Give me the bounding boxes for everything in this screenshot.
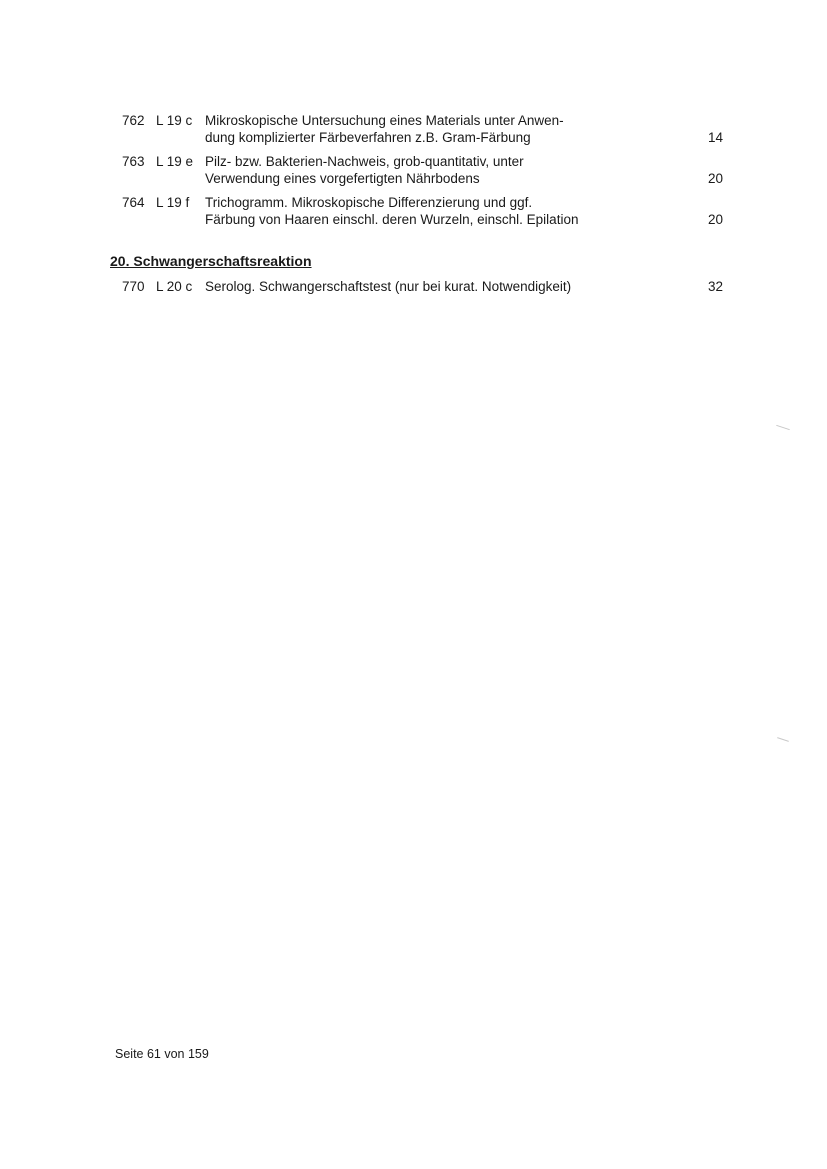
scan-speck — [776, 425, 790, 430]
entry-points: 32 — [707, 279, 723, 294]
entry-number: 764 — [122, 195, 145, 210]
entry-description-line1: Trichogramm. Mikroskopische Differenzierung und ggf. — [205, 195, 533, 210]
entry-code: L 19 c — [156, 113, 193, 128]
entry-code: L 19 f — [156, 195, 190, 210]
entry-number: 763 — [122, 154, 145, 169]
entry-points: 20 — [707, 171, 723, 186]
entry-770 — [0, 279, 827, 323]
entry-764 — [0, 195, 827, 239]
scan-speck — [777, 737, 789, 742]
section-title: 20. Schwangerschaftsreaktion — [110, 253, 312, 269]
entry-points: 14 — [707, 130, 723, 145]
entry-762 — [0, 113, 827, 157]
entry-description-line2: Färbung von Haaren einschl. deren Wurzeln, einschl. Epilation — [205, 212, 579, 227]
entry-description-line1: Mikroskopische Untersuchung eines Materials unter Anwen- — [205, 113, 564, 128]
entry-code: L 20 c — [156, 279, 193, 294]
entry-number: 770 — [122, 279, 145, 294]
entry-description-line2: Verwendung eines vorgefertigten Nährbodens — [205, 171, 480, 186]
entry-763 — [0, 154, 827, 198]
entry-description-line1: Serolog. Schwangerschaftstest (nur bei kurat. Notwendigkeit) — [205, 279, 572, 294]
entry-description-line2: dung komplizierter Färbeverfahren z.B. Gram-Färbung — [205, 130, 531, 145]
page-footer: Seite 61 von 159 — [115, 1047, 209, 1061]
entry-points: 20 — [707, 212, 723, 227]
entry-code: L 19 e — [156, 154, 194, 169]
entry-number: 762 — [122, 113, 145, 128]
entry-description-line1: Pilz- bzw. Bakterien-Nachweis, grob-quantitativ, unter — [205, 154, 524, 169]
